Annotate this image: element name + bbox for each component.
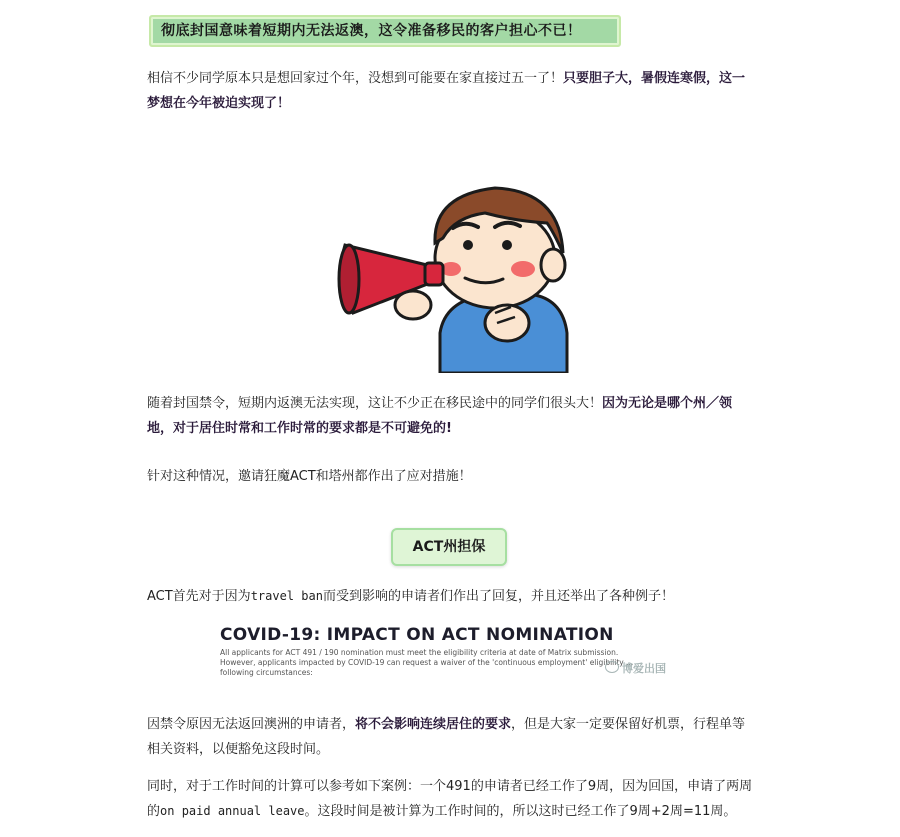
covid-notice-image [220, 622, 680, 692]
watermark [605, 660, 666, 676]
intro-normal: 相信不少同学原本只是想回家过个年，没想到可能要在家直接过五一了！ [147, 71, 564, 86]
ban-normal: 随着封国禁令，短期内返澳无法实现，这让不少正在移民途中的同学们很头大！ [147, 396, 603, 411]
paragraph-ban [147, 391, 753, 441]
paragraph-waiver [147, 712, 753, 762]
paragraph-measures [147, 464, 753, 489]
work-example-mono: on paid annual leave [160, 804, 305, 818]
waiver-bold: 将不会影响连续居住的要求 [355, 717, 512, 732]
measures-text: 针对这种情况，邀请狂魔ACT和塔州都作出了应对措施！ [147, 469, 472, 484]
heading-banner [149, 15, 621, 47]
paragraph-act-reply [147, 584, 753, 609]
work-example-1: 同时，对于工作时间的计算可以参考如下案例：一个491的申请者已经工作了9周，因为回国，申请了两周的 [147, 779, 753, 819]
section-pill-act [391, 528, 507, 566]
waiver-normal-2: ，但是大家一定要保留好机票，行程单等相关资料，以便豁免这段时间。 [147, 717, 746, 757]
section-pill-label: ACT州担保 [412, 539, 486, 555]
act-reply-after: 而受到影响的申请者们作出了回复，并且还举出了各种例子！ [322, 589, 674, 604]
act-reply-before: ACT首先对于因为 [147, 589, 251, 604]
megaphone-man-illustration [335, 183, 575, 373]
covid-notice-title: COVID-19: IMPACT ON ACT NOMINATION [220, 625, 614, 645]
ban-bold: 因为无论是哪个州／领地，对于居住时常和工作时常的要求都是不可避免的! [147, 396, 733, 436]
covid-notice-body: All applicants for ACT 491 / 190 nomination must meet the eligibility criteria at date of Matrix submission. However, applicants impacted by COVID-19 can request a waiver of the 'continuous employment' eligibility ... following circumstances: [220, 648, 634, 677]
heading-text: 彻底封国意味着短期内无法返澳，这令准备移民的客户担心不已！ [161, 23, 582, 39]
watermark-text: 博爱出国 [622, 662, 666, 675]
act-reply-mono: travel ban [250, 589, 323, 603]
paragraph-intro [147, 66, 753, 116]
work-example-2: 。这段时间是被计算为工作时间的，所以这时已经工作了9周+2周=11周。 [304, 804, 737, 819]
chat-bubble-icon [605, 661, 619, 673]
intro-bold: 只要胆子大，暑假连寒假，这一梦想在今年被迫实现了！ [147, 71, 746, 111]
paragraph-work-example [147, 774, 753, 824]
waiver-normal-1: 因禁令原因无法返回澳洲的申请者， [147, 717, 356, 732]
